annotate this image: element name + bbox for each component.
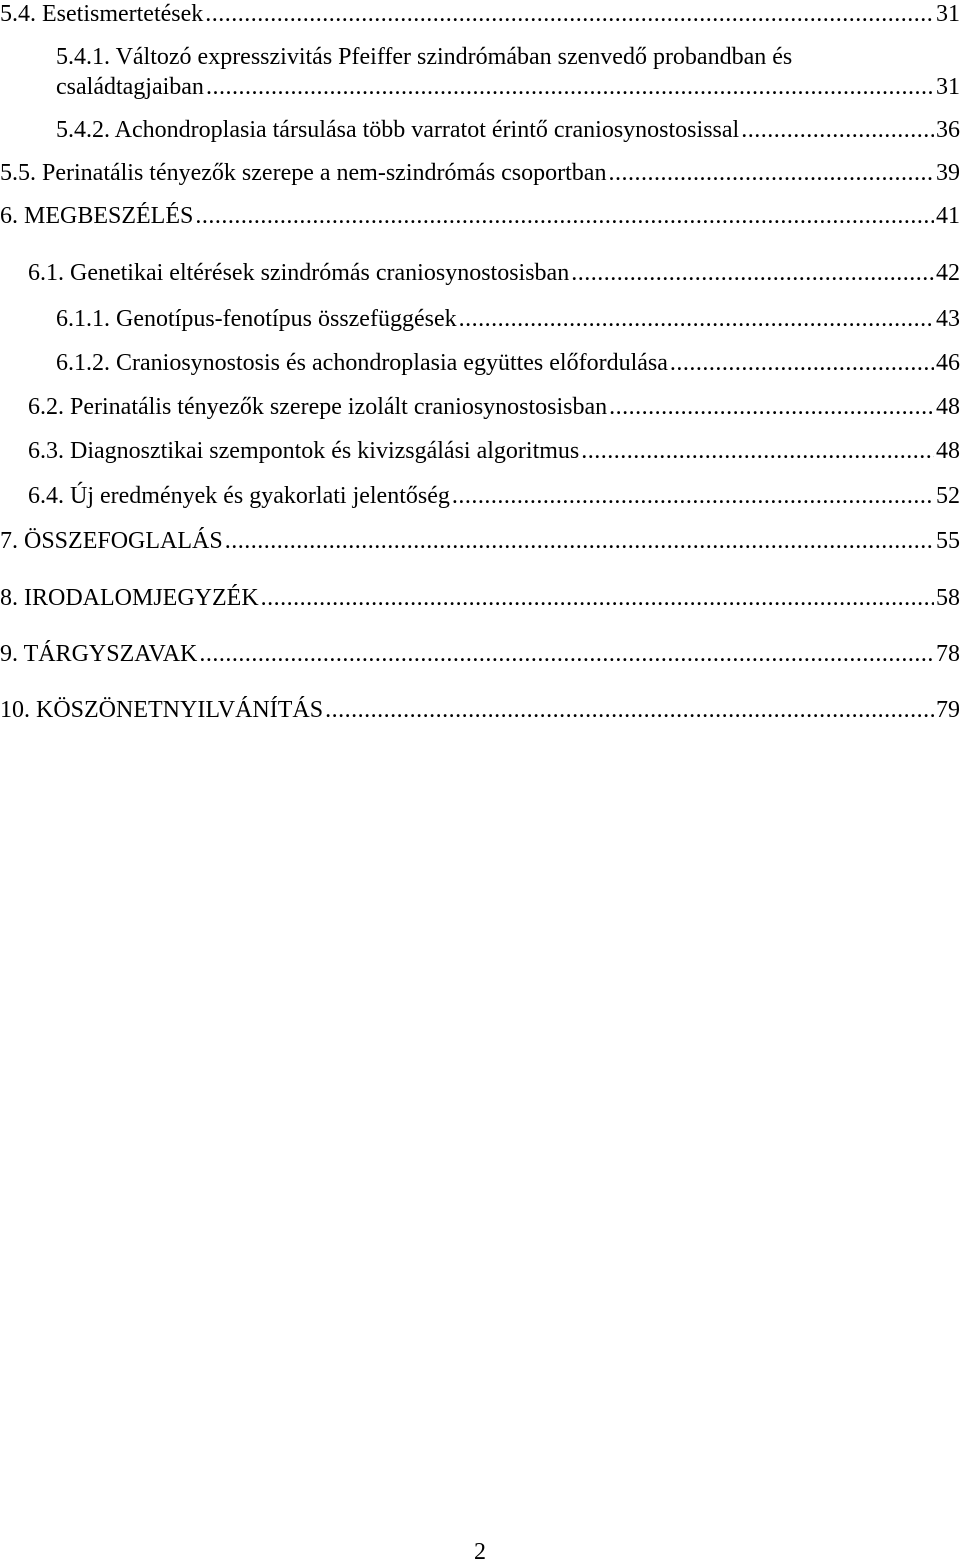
toc-entry-title: 5.4.1. Változó expresszivitás Pfeiffer szindrómában szenvedő probandban és <box>56 44 793 70</box>
dot-leader <box>195 202 934 230</box>
toc-entry-page: 48 <box>936 438 960 464</box>
dot-leader <box>581 437 934 465</box>
dot-leader <box>670 349 934 377</box>
dot-leader <box>206 73 934 101</box>
toc-entry-title: 6.1.1. Genotípus-fenotípus összefüggések <box>56 306 457 332</box>
toc-entry-title: 8. IRODALOMJEGYZÉK <box>0 585 259 611</box>
toc-entry-page: 58 <box>936 585 960 611</box>
toc-entry-page: 46 <box>936 350 960 376</box>
toc-entry-7[interactable] <box>0 527 960 555</box>
dot-leader <box>609 393 934 421</box>
toc-entry-6-4[interactable] <box>28 482 960 510</box>
dot-leader <box>199 640 934 668</box>
dot-leader <box>608 159 934 187</box>
toc-entry-title: 6.3. Diagnosztikai szempontok és kivizsgálási algoritmus <box>28 438 580 464</box>
toc-entry-page: 79 <box>936 697 960 723</box>
toc-entry-9[interactable] <box>0 640 960 668</box>
toc-entry-5-4-1-line1[interactable] <box>56 43 792 71</box>
toc-entry-page: 31 <box>936 74 960 100</box>
toc-entry-title: 9. TÁRGYSZAVAK <box>0 641 198 667</box>
toc-entry-page: 78 <box>936 641 960 667</box>
toc-entry-5-5[interactable] <box>0 159 960 187</box>
toc-entry-6-3[interactable] <box>28 437 960 465</box>
toc-entry-title: 6.1. Genetikai eltérések szindrómás craniosynostosisban <box>28 260 570 286</box>
toc-entry-page: 55 <box>936 528 960 554</box>
toc-entry-title: 5.4. Esetismertetések <box>0 1 204 27</box>
toc-entry-5-4-1-line2[interactable] <box>56 73 960 101</box>
toc-entry-page: 31 <box>936 1 960 27</box>
toc-entry-title: 6.2. Perinatális tényezők szerepe izolált craniosynostosisban <box>28 394 608 420</box>
toc-entry-5-4-2[interactable] <box>56 116 960 144</box>
toc-entry-title: 7. ÖSSZEFOGLALÁS <box>0 528 223 554</box>
dot-leader <box>225 527 934 555</box>
page-number: 2 <box>474 1539 486 1565</box>
toc-entry-page: 48 <box>936 394 960 420</box>
toc-entry-page: 41 <box>936 203 960 229</box>
toc-entry-6-1-1[interactable] <box>56 305 960 333</box>
toc-entry-6-1-2[interactable] <box>56 349 960 377</box>
toc-entry-8[interactable] <box>0 584 960 612</box>
toc-entry-6[interactable] <box>0 202 960 230</box>
toc-entry-title: 6.4. Új eredmények és gyakorlati jelentőség <box>28 483 450 509</box>
toc-entry-5-4[interactable] <box>0 0 960 28</box>
dot-leader <box>261 584 934 612</box>
dot-leader <box>741 116 934 144</box>
toc-entry-6-2[interactable] <box>28 393 960 421</box>
toc-entry-title: 5.4.2. Achondroplasia társulása több varratot érintő craniosynostosissal <box>56 117 740 143</box>
dot-leader <box>325 696 934 724</box>
toc-entry-page: 43 <box>936 306 960 332</box>
toc-entry-title: 6. MEGBESZÉLÉS <box>0 203 194 229</box>
toc-entry-title: 5.5. Perinatális tényezők szerepe a nem-szindrómás csoportban <box>0 160 607 186</box>
toc-entry-title: családtagjaiban <box>56 74 204 100</box>
toc-entry-title: 10. KÖSZÖNETNYILVÁNÍTÁS <box>0 697 324 723</box>
dot-leader <box>452 482 934 510</box>
toc-entry-10[interactable] <box>0 696 960 724</box>
dot-leader <box>459 305 934 333</box>
toc-entry-page: 52 <box>936 483 960 509</box>
toc-entry-page: 42 <box>936 260 960 286</box>
toc-entry-title: 6.1.2. Craniosynostosis és achondroplasia együttes előfordulása <box>56 350 668 376</box>
dot-leader <box>571 259 934 287</box>
toc-entry-6-1[interactable] <box>28 259 960 287</box>
toc-entry-page: 39 <box>936 160 960 186</box>
toc-entry-page: 36 <box>936 117 960 143</box>
dot-leader <box>205 0 934 28</box>
